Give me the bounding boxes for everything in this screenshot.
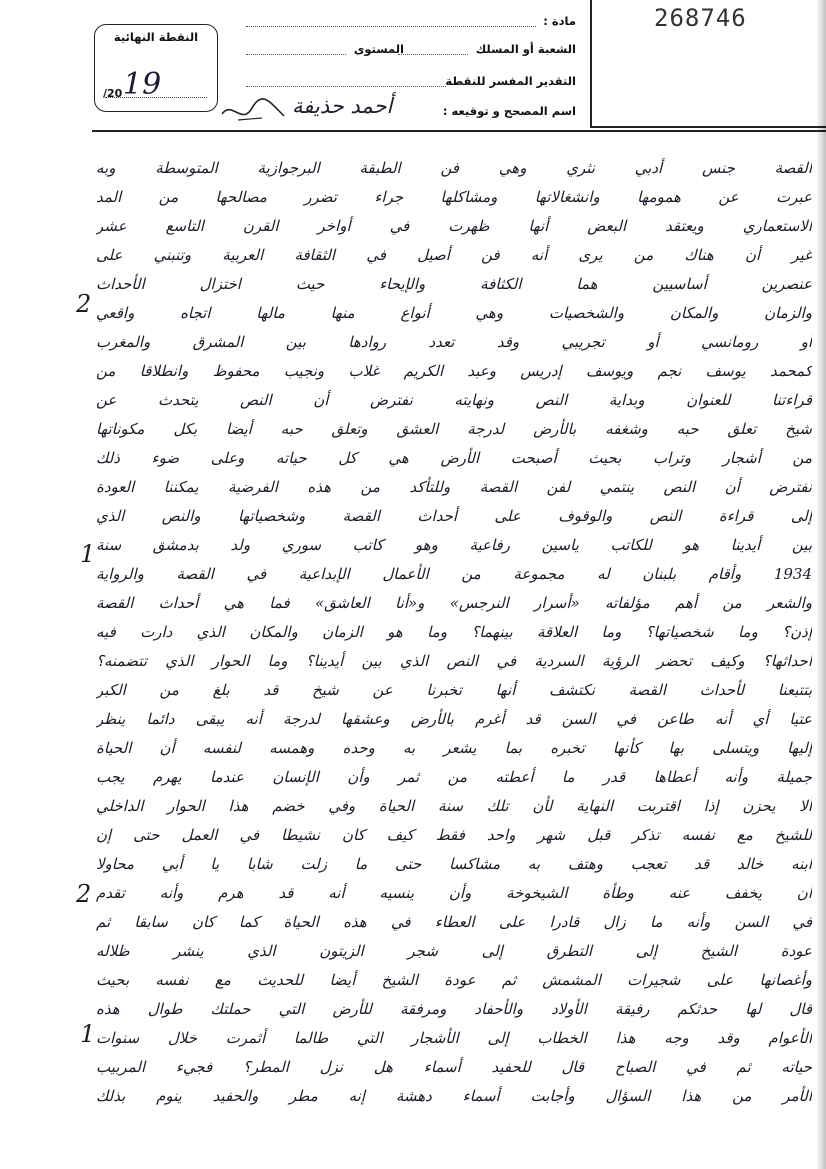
essay-line: بين أيدينا هو للكاتب ياسين رفاعية وهو كاتب سوري ولد بدمشق سنة — [96, 536, 812, 554]
level-label: المستوى — [353, 42, 404, 56]
corrector-signature — [218, 96, 288, 126]
final-grade-box — [94, 24, 218, 112]
essay-line: إلى قراءة النص والوقوف على أحداث القصة وشخصياتها والنص الذي — [96, 507, 812, 525]
essay-line: والشعر من أهم مؤلفاته «أسرار النرجس» و«أنا العاشق» فما هي أحداث القصة — [96, 594, 812, 612]
branch-label: الشعبة أو المسلك — [475, 42, 576, 56]
essay-line: ابنه خالد قد تعجب وهتف به مشاكسا حتى ما زلت شابا يا أبي محاولا — [96, 855, 812, 873]
essay-line: الاستعماري ويعتقد البعض أنها ظهرت في أواخر القرن التاسع عشر — [96, 217, 812, 235]
essay-line: الأعوام وقد وجه هذا الخطاب إلى الأشجار التي طالما أثمرت خلال سنوات — [96, 1029, 812, 1047]
essay-line: عتيا أي أنه طاعن في السن قد أغرم بالأرض وعشقها لدرجة أنه يبقى دائما ينظر — [96, 710, 812, 728]
explained-grade-label: التقدير المفسر للنقطة — [445, 74, 576, 88]
corrector-label: اسم المصحح و توقيعه : — [442, 104, 576, 118]
essay-line: عبرت عن همومها وانشغالاتها ومشاكلها جراء تضرر مصالحها من المد — [96, 188, 812, 206]
essay-line: في السن وأنه ما زال قادرا على العطاء في هذه الحياة كما كان سابقا ثم — [96, 913, 812, 931]
essay-line: للشيخ مع نفسه تذكر قبل شهر واحد فقط كيف كان نشيطا في العمل حتى إن — [96, 826, 812, 844]
corrector-name: أحمد حذيفة — [292, 94, 393, 118]
final-grade-title: النقطة النهائية — [113, 30, 199, 44]
scan-edge-shadow — [816, 0, 826, 1169]
essay-line: عودة الشيخ إلى التطرق إلى شجر الزيتون الذي ينشر ظلاله — [96, 942, 812, 960]
essay-line: أو رومانسي أو تجريبي وقد تعدد روادها بين المشرق والمغرب — [96, 333, 812, 351]
margin-mark: 2 — [76, 290, 92, 318]
subject-label: مادة : — [543, 14, 576, 28]
level-dotted-line — [246, 54, 346, 55]
final-grade-denominator: /20 — [103, 87, 123, 100]
essay-line: جميلة وأنه أعطاها قدر ما أعطته من ثمر وأن الإنسان عندما يهرم يجب — [96, 768, 812, 786]
margin-mark: 1 — [80, 540, 96, 568]
essay-line: وأغصانها على شجيرات المشمش ثم عودة الشيخ أيضا للحديث مع نفسه بحيث — [96, 971, 812, 989]
essay-line: حياته ثم في الصباح قال للحفيد أسماء هل نزل المطر؟ فجيء المربيب — [96, 1058, 812, 1076]
header-divider — [92, 130, 826, 132]
serial-number: 268746 — [654, 4, 747, 32]
serial-number-box — [590, 0, 826, 128]
branch-dotted-line — [398, 54, 468, 55]
essay-line: قراءتنا للعنوان وبداية النص ونهايته نفترض أن النص يتحدث عن — [96, 391, 812, 409]
essay-line: أن يخفف عنه وطأة الشيخوخة وأن ينسيه أنه قد هرم وأنه تقدم — [96, 884, 812, 902]
essay-line: نفترض أن النص ينتمي لفن القصة وللتأكد من هذه الفرضية يمكننا العودة — [96, 478, 812, 496]
essay-line: قال لها حدثكم رفيقة الأولاد والأحفاد ومرفقة للأرض التي حملتك طوال هذه — [96, 1000, 812, 1018]
essay-line: والزمان والمكان والشخصيات وهي أنواع منها مالها اتجاه واقعي — [96, 304, 812, 322]
essay-line: أحداثها؟ وكيف تحضر الرؤية السردية في النص الذي بين أيدينا؟ وما الحوار الذي تتضمنه؟ — [96, 652, 812, 670]
margin-mark: 1 — [80, 1020, 96, 1048]
essay-line: كمحمد يوسف نجم ويوسف إدريس وعبد الكريم غلاب ونجيب محفوظ وانطلاقا من — [96, 362, 812, 380]
essay-line: إذن؟ وما شخصياتها؟ وما العلاقة بينهما؟ وما هو الزمان والمكان الذي دارت فيه — [96, 623, 812, 641]
explained-grade-dotted-line — [246, 86, 446, 87]
essay-line: القصة جنس أدبي نثري وهي فن الطبقة البرجوازية المتوسطة وبه — [96, 159, 812, 177]
essay-line: الأمر من هذا السؤال وأجابت أسماء دهشة إنه مطر والحفيد ينوم بذلك — [96, 1087, 812, 1105]
essay-line: بتتبعنا لأحداث القصة نكتشف أنها تخبرنا عن شيخ قد بلغ من الكبر — [96, 681, 812, 699]
essay-line: شيخ تعلق حبه وشغفه بالأرض لدرجة العشق وتعلق حبه أيضا بكل مكوناتها — [96, 420, 812, 438]
essay-line: غير أن هناك من يرى أنه فن أصيل في الثقافة العربية وتنبني على — [96, 246, 812, 264]
essay-line: عنصرين أساسيين هما الكثافة والإيحاء حيث اختزال الأحداث — [96, 275, 812, 293]
margin-mark: 2 — [76, 880, 92, 908]
essay-line: إليها ويتسلى بها كأنها تخبره بما يشعر به وحده وهمسه لنفسه أن الحياة — [96, 739, 812, 757]
essay-line: 1934 وأقام بلبنان له مجموعة من الأعمال الإبداعية في القصة والرواية — [96, 565, 812, 583]
essay-line: ألا يحزن إذا اقتربت النهاية لأن تلك سنة الحياة وفي خضم هذا الحوار الداخلي — [96, 797, 812, 815]
essay-line: من أشجار وتراب بحيث أصبحت الأرض هي كل حياته وعلى ضوء ذلك — [96, 449, 812, 467]
subject-dotted-line — [246, 26, 536, 27]
final-grade-value: 19 — [123, 67, 162, 102]
